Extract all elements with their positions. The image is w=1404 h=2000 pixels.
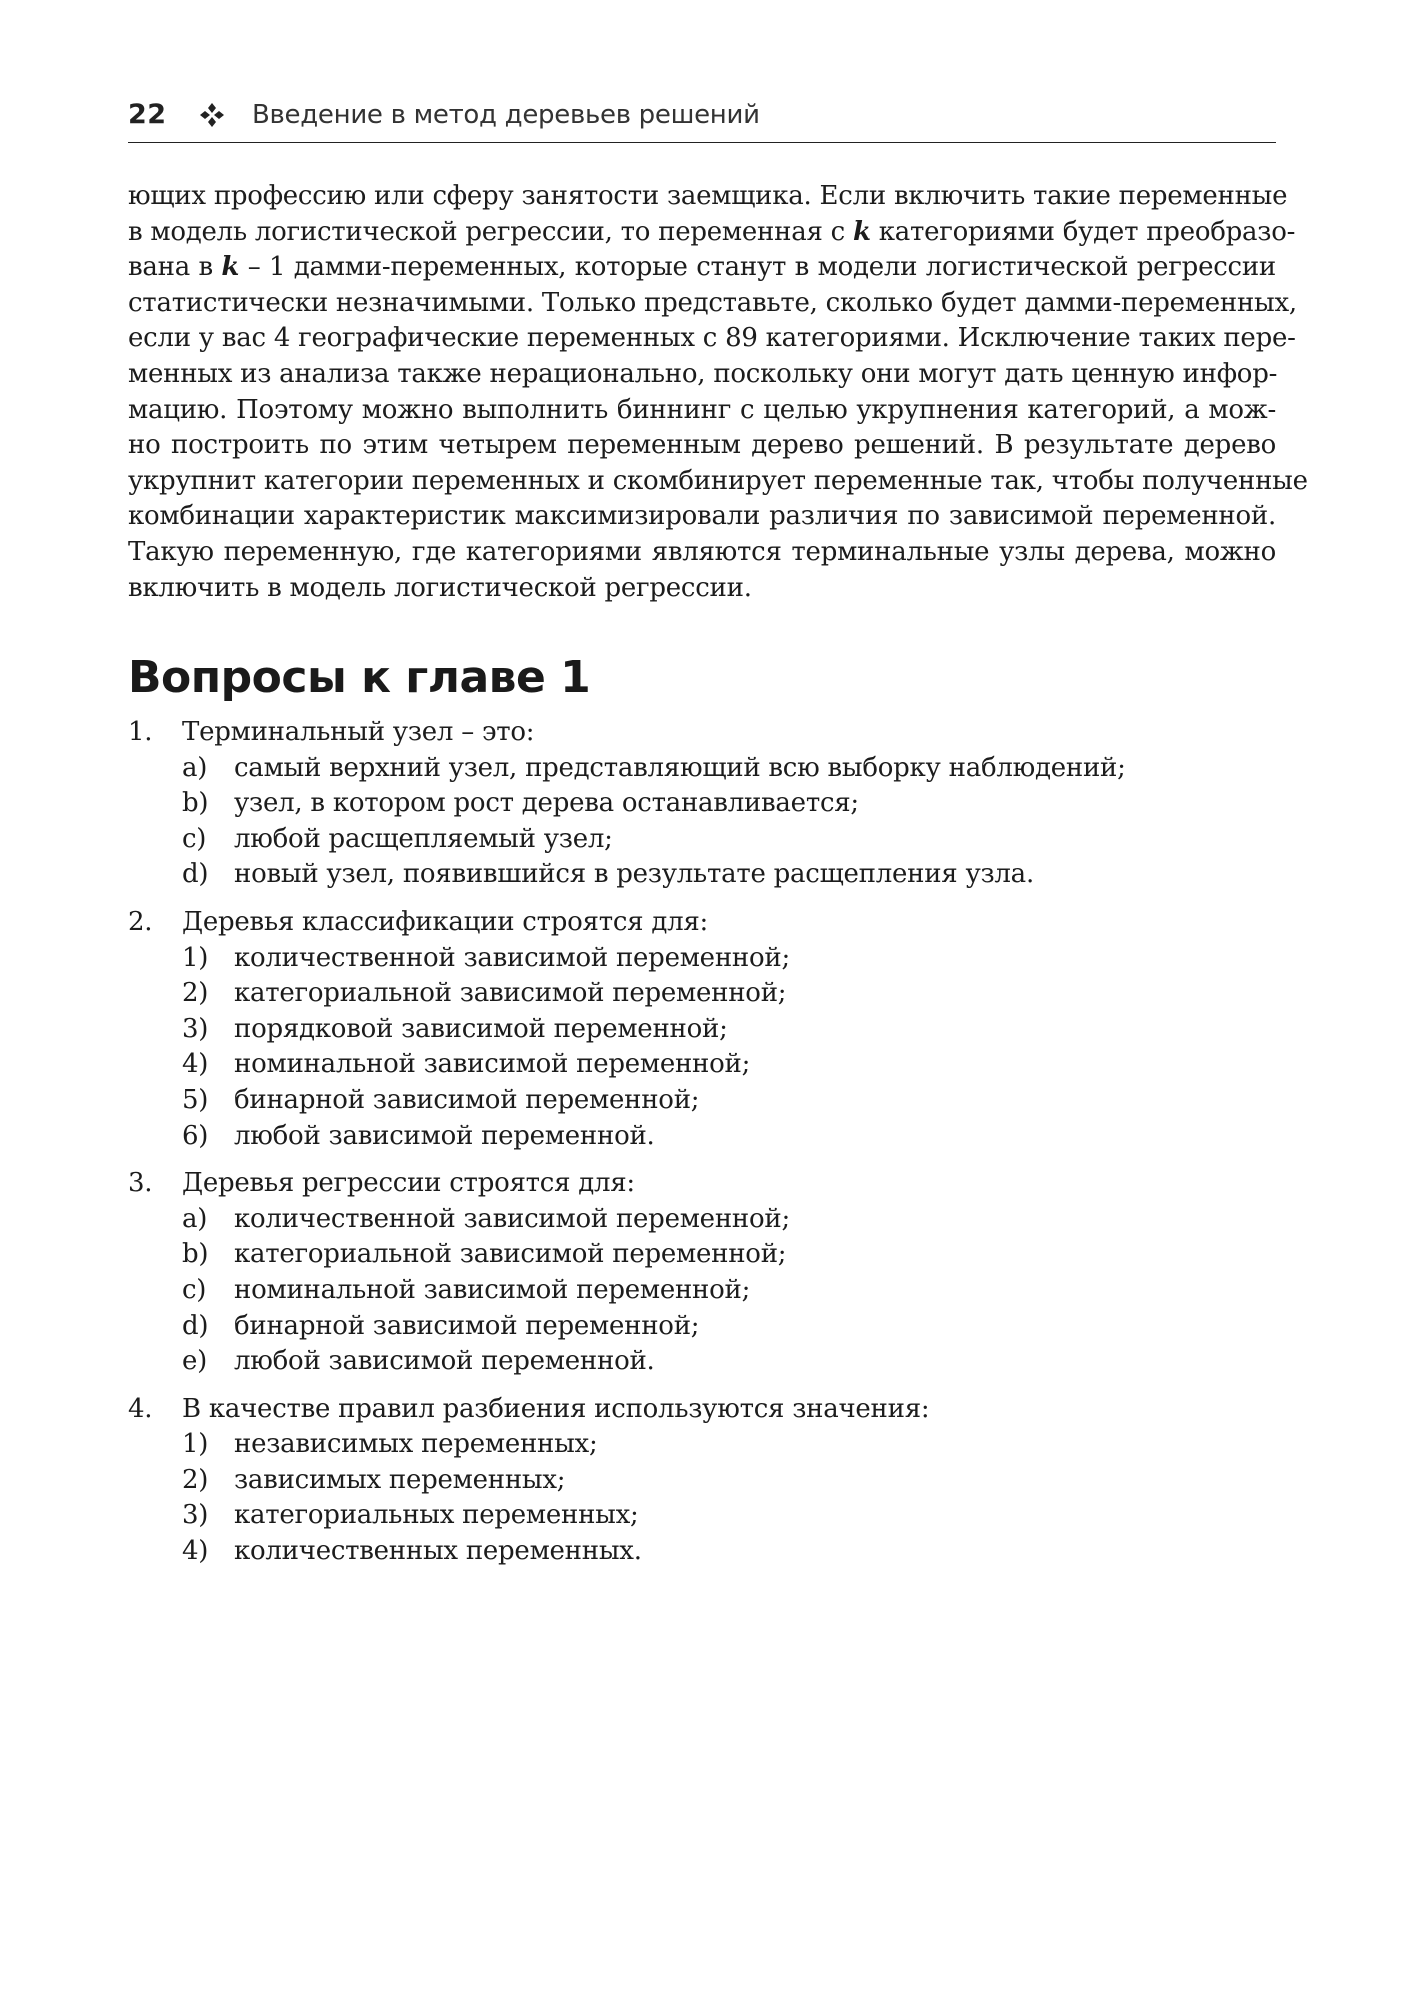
option-text: любой зависимой переменной. [234,1346,655,1377]
option-label: c) [182,1274,207,1305]
option-label: d) [182,1310,209,1341]
question-row [128,715,1276,751]
option-label: 5) [182,1084,209,1115]
option-label: a) [182,1203,208,1234]
answer-option [128,751,1276,787]
question-number: 2. [128,906,153,937]
option-label: b) [182,1239,209,1270]
option-text: новый узел, появившийся в результате расщепления узла. [234,859,1034,890]
question-item [128,905,1276,1154]
question-item [128,1392,1276,1570]
answer-option [128,822,1276,858]
math-variable-k: k [221,252,240,283]
body-line: но построить по этим четырем переменным дерево решений. В результате дерево [128,430,1276,461]
answer-option [128,1273,1276,1309]
answer-option [128,786,1276,822]
option-label: 4) [182,1049,209,1080]
body-text-fragment: вана в [128,252,222,283]
page-number: 22 [128,99,167,130]
option-label: 3) [182,1500,209,1531]
option-text: категориальной зависимой переменной; [234,1239,787,1270]
body-text-fragment: категориями будет преобразо- [870,216,1296,247]
body-line: если у вас 4 географические переменных с 89 категориями. Исключение таких пере- [128,323,1296,354]
option-text: категориальной зависимой переменной; [234,978,787,1009]
answer-option [128,1534,1276,1570]
option-text: независимых переменных; [234,1429,598,1460]
question-item [128,1166,1276,1380]
answer-option [128,1202,1276,1238]
question-text: Деревья регрессии строятся для: [182,1168,635,1199]
body-text-fragment: – 1 дамми-переменных, которые станут в модели логистической регрессии [239,252,1276,283]
body-line: включить в модель логистической регрессии. [128,572,752,603]
option-label: a) [182,752,208,783]
question-row [128,1392,1276,1428]
option-label: c) [182,823,207,854]
option-text: любой расщепляемый узел; [234,823,613,854]
answer-option [128,1119,1276,1155]
running-header [128,98,1276,143]
question-number: 4. [128,1393,153,1424]
option-label: e) [182,1346,208,1377]
body-line [128,250,1276,286]
option-label: 1) [182,942,209,973]
questions-list [128,715,1276,1582]
option-text: порядковой зависимой переменной; [234,1013,728,1044]
question-text: Терминальный узел – это: [182,717,535,747]
body-paragraph [128,179,1308,606]
answer-option [128,1498,1276,1534]
option-text: номинальной зависимой переменной; [234,1274,751,1305]
option-text: самый верхний узел, представляющий всю выборку наблюдений; [234,752,1126,783]
question-number: 3. [128,1168,153,1199]
answer-option [128,1463,1276,1499]
option-text: узел, в котором рост дерева останавливается; [234,788,859,819]
answer-option [128,1427,1276,1463]
option-label: d) [182,859,209,890]
question-number: 1. [128,717,153,747]
option-label: b) [182,788,209,819]
option-text: зависимых переменных; [234,1464,566,1495]
body-line: Такую переменную, где категориями являются терминальные узлы дерева, можно [128,536,1276,567]
answer-option [128,976,1276,1012]
answer-option [128,1083,1276,1119]
answer-option [128,1047,1276,1083]
option-label: 2) [182,978,209,1009]
diamond-ornament-icon [198,101,226,129]
math-variable-k: k [852,216,871,247]
body-line: укрупнит категории переменных и скомбинирует переменные так, чтобы полученные [128,465,1308,496]
option-label: 3) [182,1013,209,1044]
body-line: мацию. Поэтому можно выполнить биннинг с целью укрупнения категорий, а мож- [128,394,1276,425]
body-text-fragment: в модель логистической регрессии, то переменная с [128,216,853,247]
answer-option [128,1309,1276,1345]
question-text: Деревья классификации строятся для: [182,906,709,937]
body-line: комбинации характеристик максимизировали различия по зависимой переменной. [128,501,1276,532]
option-label: 2) [182,1464,209,1495]
body-line: ющих профессию или сферу занятости заемщика. Если включить такие переменные [128,181,1288,211]
option-text: количественной зависимой переменной; [234,942,790,973]
body-line [128,215,1296,251]
option-text: любой зависимой переменной. [234,1120,655,1151]
question-item [128,715,1276,893]
option-text: бинарной зависимой переменной; [234,1310,700,1341]
answer-option [128,1344,1276,1380]
question-row [128,1166,1276,1202]
section-heading: Вопросы к главе 1 [128,652,591,703]
question-row [128,905,1276,941]
option-text: бинарной зависимой переменной; [234,1084,700,1115]
answer-option [128,1237,1276,1273]
option-text: количественной зависимой переменной; [234,1203,790,1234]
answer-option [128,941,1276,977]
running-title: Введение в метод деревьев решений [252,100,760,130]
body-line: менных из анализа также нерационально, поскольку они могут дать ценную инфор- [128,358,1278,389]
option-text: количественных переменных. [234,1536,642,1567]
answer-option [128,857,1276,893]
option-text: категориальных переменных; [234,1500,639,1531]
option-text: номинальной зависимой переменной; [234,1049,751,1080]
body-line: статистически незначимыми. Только представьте, сколько будет дамми-переменных, [128,287,1297,318]
option-label: 1) [182,1429,209,1460]
answer-option [128,1012,1276,1048]
question-text: В качестве правил разбиения используются значения: [182,1393,930,1424]
option-label: 4) [182,1536,209,1567]
option-label: 6) [182,1120,209,1151]
